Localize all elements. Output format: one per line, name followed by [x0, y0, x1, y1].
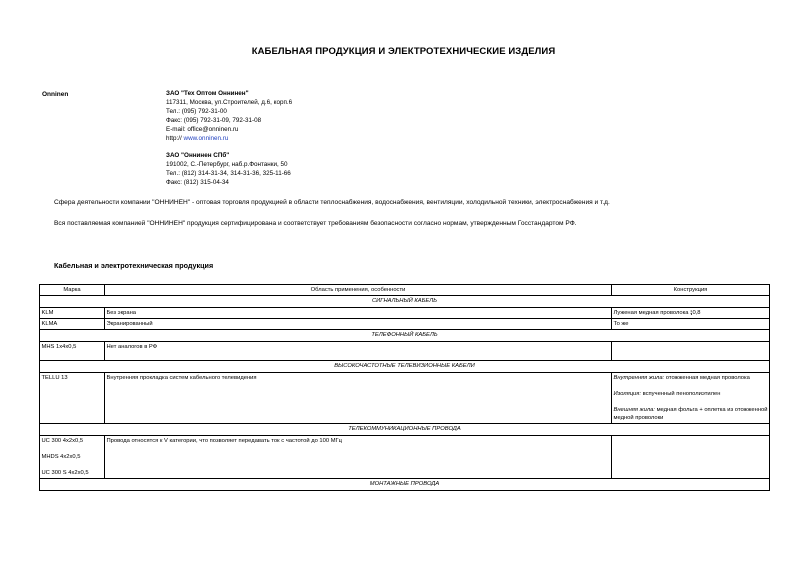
table-row [40, 373, 770, 424]
mark-uc300s: UC 300 S 4x2x0,5 [41, 470, 89, 476]
insulation-label: Изоляция: [613, 391, 641, 397]
office-moscow-name: ЗАО "Тех Оптом Оннинен" [166, 90, 249, 97]
construction-inner [614, 374, 768, 382]
office-spb-name: ЗАО "Оннинен СПб" [166, 152, 230, 159]
office-spb-address: 191002, С.-Петербург, наб.р.Фонтанки, 50 [166, 161, 288, 169]
table-row [40, 308, 770, 319]
category-mount: МОНТАЖНЫЕ ПРОВОДА [40, 479, 770, 491]
inner-core-label: Внутренняя жила: [613, 375, 665, 381]
cell-mark: KLMA [40, 319, 105, 330]
category-telecom: ТЕЛЕКОММУНИКАЦИОННЫЕ ПРОВОДА [40, 424, 770, 436]
table-row [40, 436, 770, 479]
cell-construction: То же [612, 319, 770, 330]
paragraph-certification: Вся поставляемая компанией "ОННИНЕН" продукция сертифицирована и соответствует требованиям безопасности согласно нормам, утвержденным Госстандартом РФ. [54, 220, 577, 227]
category-signal: СИГНАЛЬНЫЙ КАБЕЛЬ [40, 296, 770, 308]
office-moscow [166, 89, 292, 144]
cell-mark: TELLU 13 [40, 373, 105, 424]
office-moscow-tel: Тел.: (095) 792-31-00 [166, 108, 227, 116]
office-moscow-email[interactable]: E-mail: office@onninen.ru [166, 126, 239, 134]
category-row [40, 361, 770, 373]
cell-use: Нет аналогов в РФ [105, 342, 612, 361]
diameter-symbol: ⁏ [690, 310, 693, 316]
product-table [39, 284, 770, 491]
cell-construction [612, 436, 770, 479]
office-moscow-website [166, 134, 292, 143]
mark-uc300: UC 300 4x2x0,5 [41, 438, 84, 444]
mark-mhds: MHDS 4x2x0,5 [41, 454, 81, 460]
construction-insulation [614, 390, 768, 398]
table-row [40, 319, 770, 330]
header-mark: Марка [40, 285, 105, 296]
office-spb-fax: Факс: (812) 315-04-34 [166, 179, 229, 187]
category-hf: ВЫСОКОЧАСТОТНЫЕ ТЕЛЕВИЗИОННЫЕ КАБЕЛИ [40, 361, 770, 373]
section-title: Кабельная и электротехническая продукция [54, 261, 214, 270]
category-row [40, 424, 770, 436]
construction-value: 0,8 [692, 310, 701, 316]
header-construction: Конструкция [612, 285, 770, 296]
table-row [40, 342, 770, 361]
cell-mark: MHS 1x4x0,5 [40, 342, 105, 361]
office-moscow-fax: Факс: (095) 792-31-09, 792-31-08 [166, 117, 262, 125]
outer-core-label: Внешняя жила: [613, 407, 655, 413]
category-phone: ТЕЛЕФОННЫЙ КАБЕЛЬ [40, 330, 770, 342]
outer-core-text: медная фольга + оплетка из отожженной медной проволоки [613, 407, 768, 421]
category-row [40, 330, 770, 342]
inner-core-text: отожженная медная проволока [665, 375, 750, 381]
cell-construction [612, 373, 770, 424]
construction-outer [614, 406, 768, 422]
category-row [40, 296, 770, 308]
page-title: КАБЕЛЬНАЯ ПРОДУКЦИЯ И ЭЛЕКТРОТЕХНИЧЕСКИЕ ИЗДЕЛИЯ [251, 46, 556, 57]
cell-construction [612, 342, 770, 361]
cell-use: Экранированный [105, 319, 612, 330]
construction-text: Луженая медная проволока [613, 310, 689, 316]
insulation-text: вспученный пенополиэтилен [642, 391, 721, 397]
table-header-row [40, 285, 770, 296]
cell-use: Внутренняя прокладка систем кабельного телевидения [105, 373, 612, 424]
http-label: http:// [166, 135, 182, 143]
cell-use: Провода относятся к V категории, что позволяет передавать ток с частотой до 100 МГц [105, 436, 612, 479]
office-spb [166, 151, 291, 187]
header-use: Область применения, особенности [105, 285, 612, 296]
cell-construction [612, 308, 770, 319]
paragraph-activity: Сфера деятельности компании "ОННИНЕН" - оптовая торговля продукцией в области теплоснабжения, водоснабжения, вентиляции, холодильной техники, электроснабжения и т.д. [54, 199, 610, 206]
website-link[interactable]: www.onninen.ru [183, 135, 229, 143]
office-spb-tel: Тел.: (812) 314-31-34, 314-31-36, 325-11-66 [166, 170, 291, 178]
category-row [40, 479, 770, 491]
office-moscow-address: 117311, Москва, ул.Строителей, д.6, корп.6 [166, 99, 293, 107]
cell-mark [40, 436, 105, 479]
cell-mark: KLM [40, 308, 105, 319]
company-name: Onninen [42, 91, 69, 98]
cell-use: Без экрана [105, 308, 612, 319]
